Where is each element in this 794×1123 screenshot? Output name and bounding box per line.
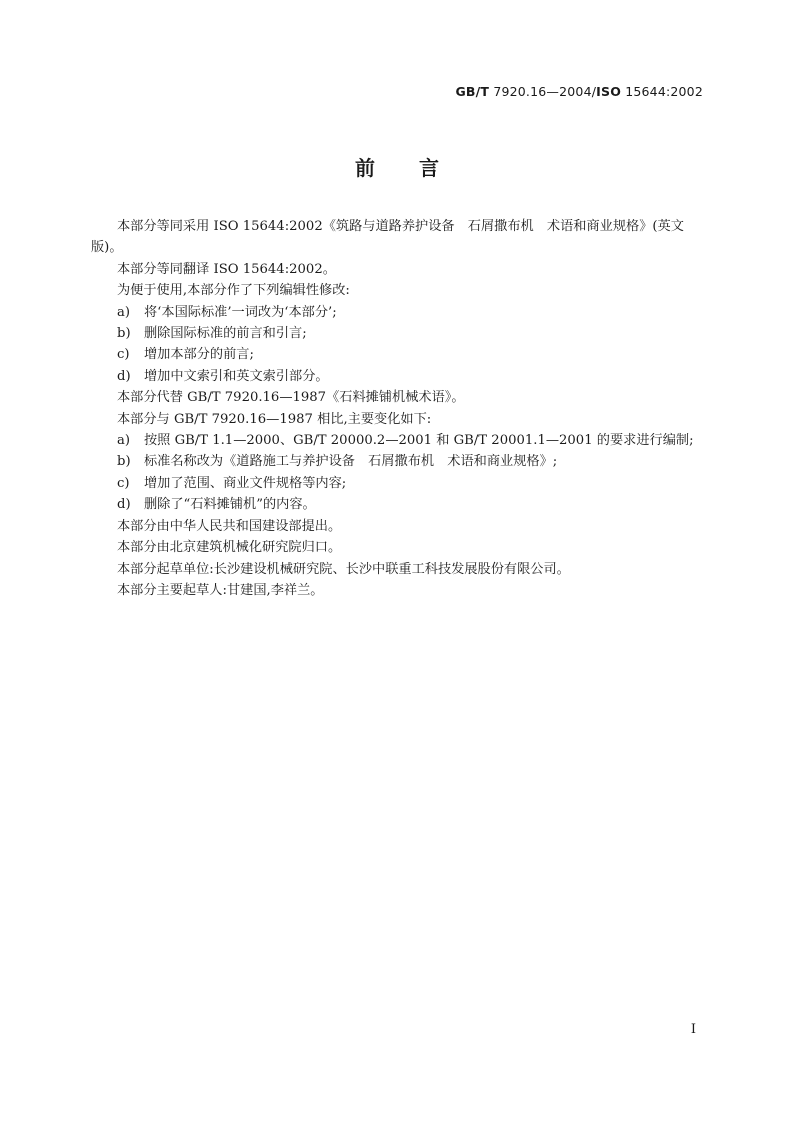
paragraph: 本部分主要起草人:甘建国,李祥兰。: [117, 582, 324, 598]
paragraph: 本部分等同采用 ISO 15644:2002《筑路与道路养护设备 石屑撒布机 术语和商业规格》(英文版)。: [91, 219, 684, 256]
paragraph: 本部分与 GB/T 7920.16—1987 相比,主要变化如下:: [117, 411, 432, 427]
list-item: [91, 366, 707, 387]
list-marker: a): [117, 433, 131, 449]
paragraph: 本部分等同翻译 ISO 15644:2002。: [117, 261, 336, 277]
header-iso-number: 15644:2002: [621, 84, 703, 99]
list-item-text: 按照 GB/T 1.1—2000、GB/T 20000.2—2001 和 GB/T 20001.1—2001 的要求进行编制;: [144, 433, 694, 449]
list-item-text: 增加了范围、商业文件规格等内容;: [144, 475, 347, 491]
list-marker: a): [117, 304, 131, 320]
list-marker: d): [117, 497, 131, 513]
header-iso-prefix: ISO: [596, 84, 622, 99]
list-marker: d): [117, 368, 131, 384]
page-number: I: [690, 1022, 696, 1037]
paragraph: 为便于使用,本部分作了下列编辑性修改:: [117, 283, 350, 299]
header-std-prefix: GB/T: [455, 84, 490, 99]
paragraph: 本部分起草单位:长沙建设机械研究院、长沙中联重工科技发展股份有限公司。: [117, 561, 570, 577]
list-item-text: 删除了“石料摊铺机”的内容。: [144, 497, 316, 513]
paragraph: 本部分代替 GB/T 7920.16—1987《石料摊铺机械术语》。: [117, 390, 465, 406]
list-item: [91, 494, 707, 515]
standard-number-header: [455, 84, 703, 99]
list-item: [91, 473, 707, 494]
list-marker: b): [117, 454, 131, 470]
page-title: 前言: [355, 156, 483, 180]
list-item-text: 标准名称改为《道路施工与养护设备 石屑撒布机 术语和商业规格》;: [144, 454, 558, 470]
paragraph: 本部分由中华人民共和国建设部提出。: [117, 518, 342, 534]
list-item-text: 将‘本国际标准’一词改为‘本部分’;: [144, 304, 337, 320]
list-item: [91, 451, 707, 472]
list-item: [91, 323, 707, 344]
paragraph: 本部分由北京建筑机械化研究院归口。: [117, 540, 342, 556]
foreword-body: [91, 216, 707, 601]
list-item-text: 删除国际标准的前言和引言;: [144, 326, 307, 342]
list-marker: c): [117, 475, 130, 491]
list-item: [91, 344, 707, 365]
list-marker: c): [117, 347, 130, 363]
header-std-number: 7920.16—2004/: [489, 84, 597, 99]
list-item: [91, 302, 707, 323]
list-item-text: 增加本部分的前言;: [144, 347, 254, 363]
list-item: [91, 430, 707, 451]
list-item-text: 增加中文索引和英文索引部分。: [144, 368, 329, 384]
list-marker: b): [117, 326, 131, 342]
